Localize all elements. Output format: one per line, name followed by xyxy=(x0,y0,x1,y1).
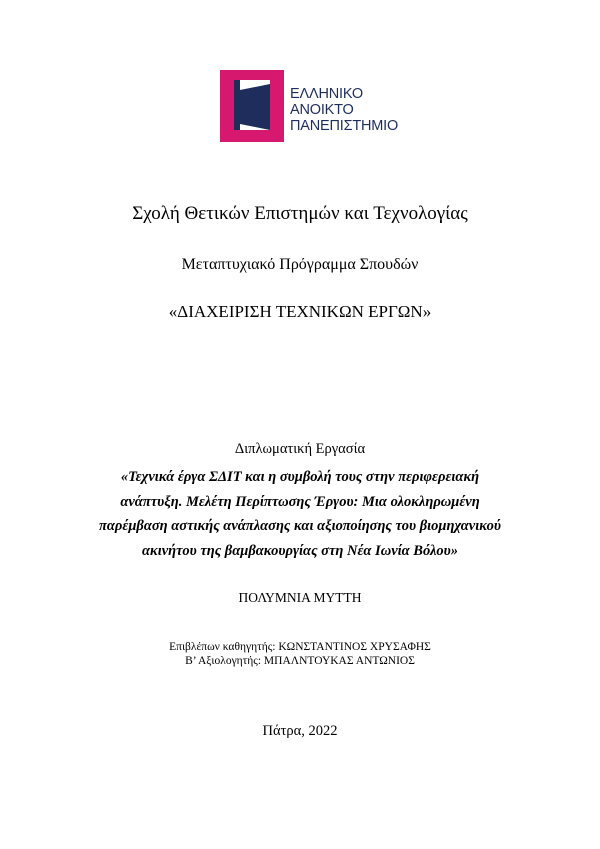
place-date: Πάτρα, 2022 xyxy=(262,723,338,739)
university-logo-mark xyxy=(220,70,284,142)
logo-text-line: ΕΛΛΗΝΙΚΟ xyxy=(290,86,363,102)
school-name: Σχολή Θετικών Επιστημών και Τεχνολογίας xyxy=(132,203,468,224)
thesis-title-line: «Τεχνικά έργα ΣΔΙΤ και η συμβολή τους στην περιφερειακή xyxy=(120,469,480,485)
thesis-title-line: ανάπτυξη. Μελέτη Περίπτωσης Έργου: Μια ολοκληρωμένη xyxy=(120,493,480,510)
program-label: Μεταπτυχιακό Πρόγραμμα Σπουδών xyxy=(181,256,419,273)
supervisors-block xyxy=(0,640,600,668)
thesis-title-line: ακινήτου της βαμβακουργίας στη Νέα Ιωνία Βόλου» xyxy=(141,542,458,559)
thesis-title xyxy=(75,465,525,563)
university-logo xyxy=(220,70,410,145)
thesis-title-line: παρέμβαση αστικής ανάπλασης και αξιοποίησης του βιομηχανικού xyxy=(99,518,501,534)
author-name: ΠΟΛΥΜΝΙΑ ΜΥΤΤΗ xyxy=(238,590,362,605)
logo-text-line: ΠΑΝΕΠΙΣΤΗΜΙΟ xyxy=(290,118,399,134)
program-name: «ΔΙΑΧΕΙΡΙΣΗ ΤΕΧΝΙΚΩΝ ΕΡΓΩΝ» xyxy=(168,302,432,321)
university-logo-text xyxy=(290,86,398,134)
second-examiner-line: Β’ Αξιολογητής: ΜΠΑΛΝΤΟΥΚΑΣ ΑΝΤΩΝΙΟΣ xyxy=(185,655,415,667)
logo-text-line: ΑΝΟΙΚΤΟ xyxy=(290,102,354,118)
supervisor-line: Επιβλέπων καθηγητής: ΚΩΝΣΤΑΝΤΙΝΟΣ ΧΡΥΣΑΦΗΣ xyxy=(169,641,431,653)
thesis-label: Διπλωματική Εργασία xyxy=(234,441,366,457)
